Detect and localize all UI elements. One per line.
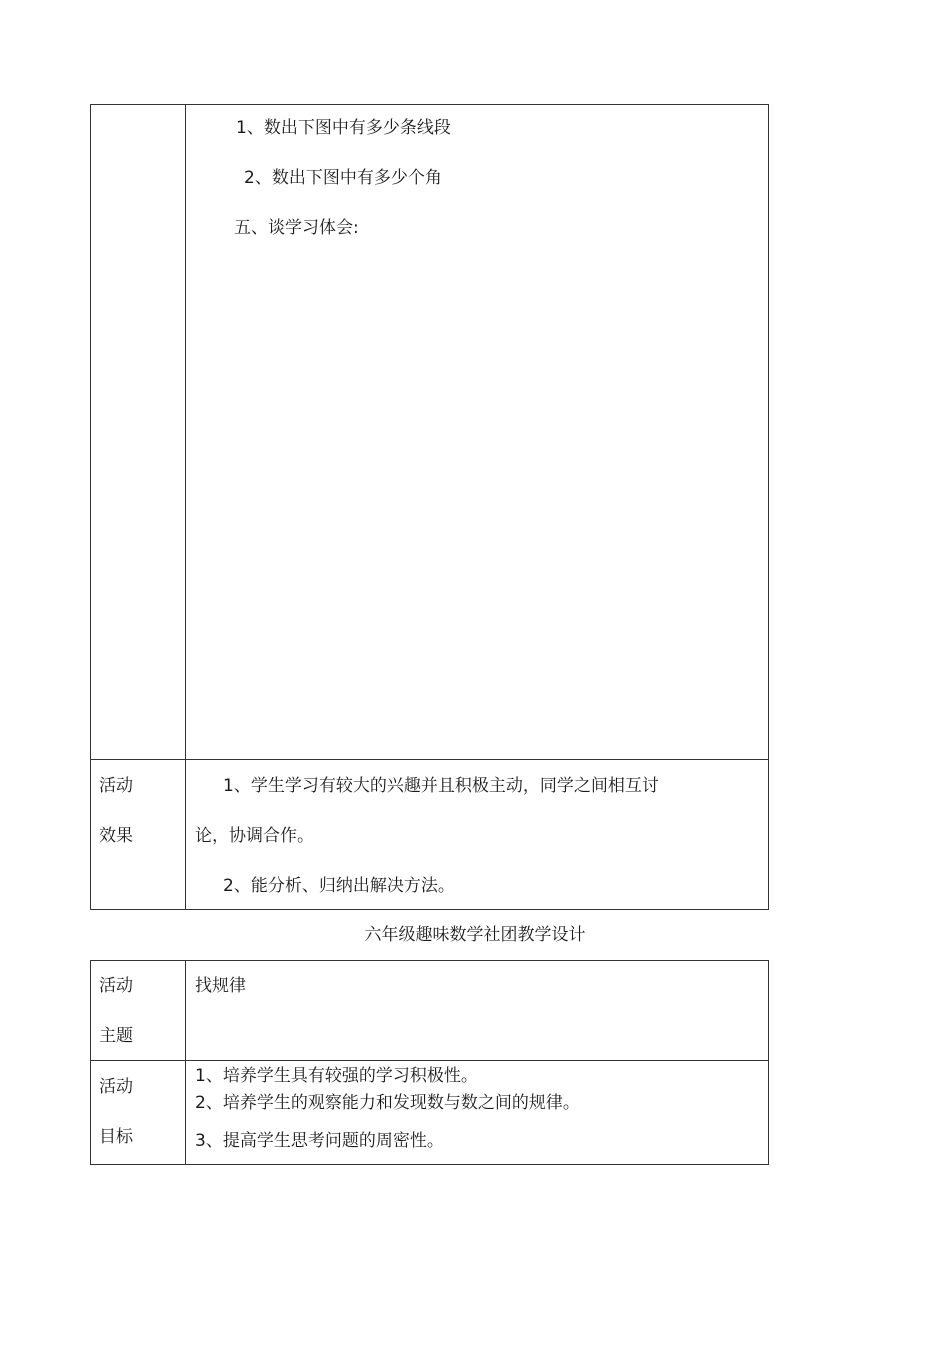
content-line: 2、数出下图中有多少个角 — [244, 168, 442, 188]
theme-label-cell — [91, 961, 186, 1060]
goal-label: 活动 — [99, 1077, 133, 1097]
goal-line: 3、提高学生思考问题的周密性。 — [195, 1131, 444, 1151]
activity-table-1 — [90, 104, 769, 910]
effect-line: 1、学生学习有较大的兴趣并且积极主动，同学之间相互讨 — [223, 776, 659, 796]
theme-value: 找规律 — [195, 976, 246, 996]
effect-line: 2、能分析、归纳出解决方法。 — [223, 876, 455, 896]
theme-label: 活动 — [99, 976, 133, 996]
goal-line: 2、培养学生的观察能力和发现数与数之间的规律。 — [195, 1093, 580, 1113]
content-line: 1、数出下图中有多少条线段 — [236, 118, 451, 138]
goal-label: 目标 — [99, 1127, 133, 1147]
effect-label-cell — [91, 760, 186, 909]
effect-label: 活动 — [99, 776, 133, 796]
goal-line: 1、培养学生具有较强的学习积极性。 — [195, 1066, 478, 1086]
theme-label: 主题 — [99, 1026, 133, 1046]
theme-row — [91, 961, 768, 1060]
effect-label: 效果 — [99, 826, 133, 846]
goal-row — [91, 1060, 768, 1164]
activity-content-row — [91, 105, 768, 759]
goal-label-cell — [91, 1061, 186, 1164]
content-line: 五、谈学习体会: — [234, 218, 359, 238]
section-title: 六年级趣味数学社团教学设计 — [364, 925, 586, 945]
activity-effect-row — [91, 759, 768, 909]
label-cell-empty — [91, 105, 186, 759]
effect-line: 论，协调合作。 — [195, 826, 314, 846]
activity-table-2 — [90, 960, 769, 1165]
